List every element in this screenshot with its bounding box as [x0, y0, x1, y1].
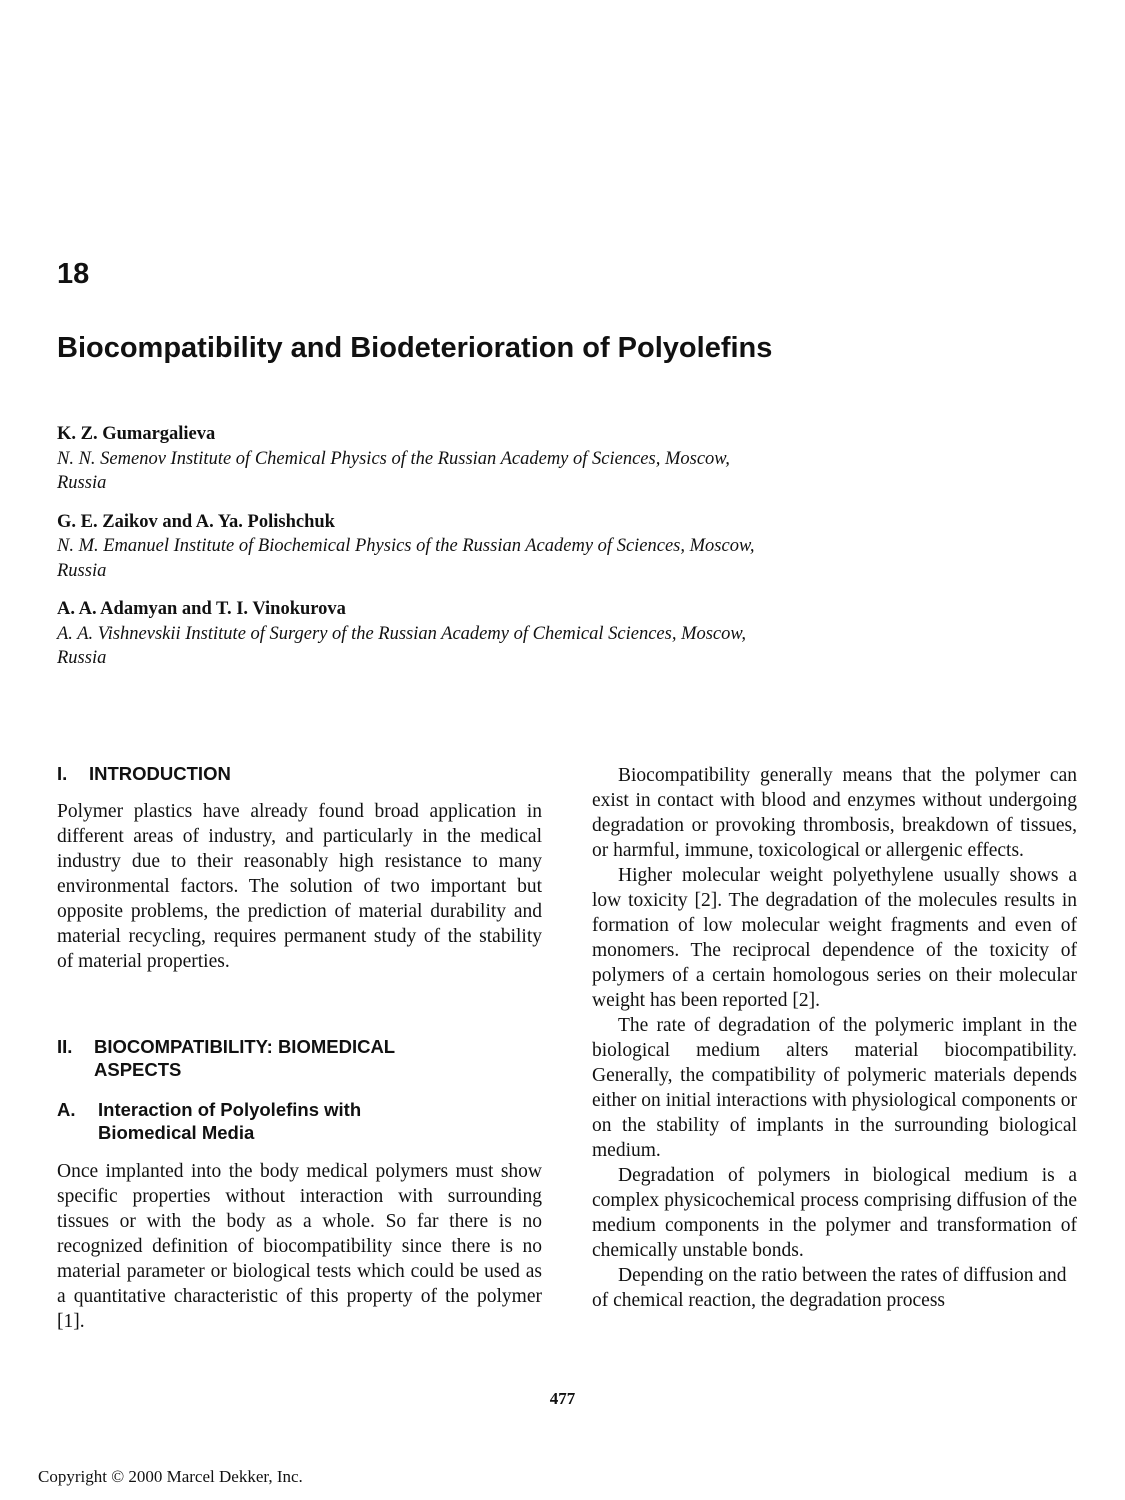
author-block — [57, 597, 917, 671]
subsection-title — [98, 1098, 361, 1145]
affiliation-line: N. N. Semenov Institute of Chemical Physics of the Russian Academy of Sciences, Moscow, — [57, 448, 730, 469]
section-heading-introduction — [57, 762, 542, 786]
body-paragraph: Biocompatibility generally means that the polymer can exist in contact with blood and enzymes without undergoing degradation or provoking thrombosis, breakdown of tissues, or harmful, immune, toxicological or allergenic effects. — [592, 765, 1077, 861]
author-affiliation — [57, 622, 917, 671]
affiliation-line: N. M. Emanuel Institute of Biochemical Physics of the Russian Academy of Sciences, Moscow, — [57, 536, 755, 556]
section-heading-biocompatibility — [57, 1035, 542, 1082]
left-column — [57, 762, 542, 1334]
subsection-title-line: Interaction of Polyolefins with — [98, 1098, 362, 1120]
right-column — [592, 763, 1077, 1313]
author-names: G. E. Zaikov and A. Ya. Polishchuk — [57, 511, 335, 532]
copyright-notice: Copyright © 2000 Marcel Dekker, Inc. — [38, 1467, 303, 1486]
section-title: INTRODUCTION — [89, 763, 231, 784]
affiliation-line: Russia — [57, 648, 107, 668]
body-paragraph: Depending on the ratio between the rates of diffusion and of chemical reaction, the degradation process — [592, 1265, 1067, 1311]
page-number: 477 — [549, 1389, 576, 1408]
subsection-heading-interaction — [57, 1098, 542, 1145]
body-paragraph: The rate of degradation of the polymeric implant in the biological medium alters material biocompatibility. Generally, the compatibility of polymeric materials depends either on initial interactions with physiological components or on the stability of implants in the surrounding biological medium. — [592, 1015, 1077, 1161]
author-block — [57, 510, 917, 584]
affiliation-line: A. A. Vishnevskii Institute of Surgery of the Russian Academy of Chemical Sciences, Moscow, — [57, 623, 746, 644]
section-number: II. — [57, 1035, 73, 1057]
body-paragraph: Degradation of polymers in biological medium is a complex physicochemical process comprising diffusion of the medium components in the polymer and transformation of chemically unstable bonds. — [592, 1165, 1077, 1261]
section-number: I. — [57, 763, 68, 784]
affiliation-line: Russia — [57, 473, 107, 493]
affiliation-line: Russia — [57, 560, 107, 581]
author-affiliation — [57, 534, 917, 583]
section-title-line: BIOCOMPATIBILITY: BIOMEDICAL — [94, 1035, 396, 1057]
body-paragraph: Higher molecular weight polyethylene usually shows a low toxicity [2]. The degradation of the molecules results in formation of low molecular weight fragments and even of monomers. The reciprocal dependence of the toxicity of polymers of a certain homologous series on their molecular weight has been reported [2]. — [592, 865, 1077, 1011]
section-title-line: ASPECTS — [94, 1059, 182, 1080]
introduction-paragraph: Polymer plastics have already found broad application in different areas of industry, and particularly in the medical industry due to their reasonably high resistance to many environmental factors. The solution of two important but opposite problems, the prediction of material durability and material recycling, requires permanent study of the stability of material properties. — [57, 800, 542, 972]
author-names: K. Z. Gumargalieva — [57, 424, 216, 444]
subsection-paragraph: Once implanted into the body medical polymers must show specific properties without interaction with surrounding tissues or with the body as a whole. So far there is no recognized definition of biocompatibility since there is no material parameter or biological tests which could be used as a quantitative characteristic of this property of the polymer [1]. — [57, 1160, 542, 1332]
author-block — [57, 422, 917, 496]
chapter-number: 18 — [57, 258, 90, 290]
author-affiliation — [57, 447, 917, 496]
chapter-title: Biocompatibility and Biodeterioration of Polyolefins — [57, 332, 773, 364]
subsection-title-line: Biomedical Media — [98, 1122, 255, 1143]
author-names: A. A. Adamyan and T. I. Vinokurova — [57, 599, 346, 619]
author-list — [57, 422, 917, 685]
section-title — [94, 1035, 395, 1082]
subsection-letter: A. — [57, 1098, 76, 1120]
